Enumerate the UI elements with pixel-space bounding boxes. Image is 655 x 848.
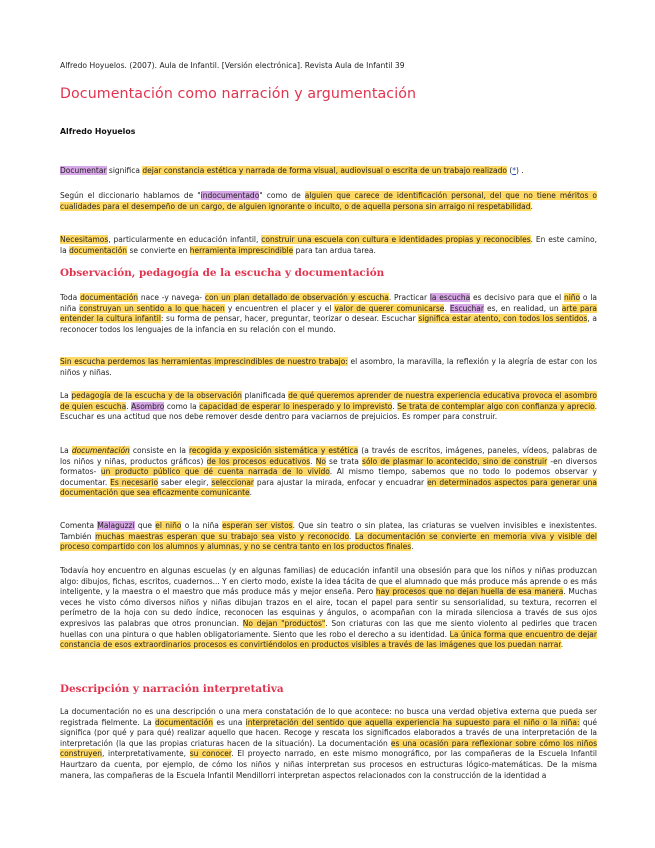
text-run: para tan ardua tarea. bbox=[293, 245, 376, 255]
text-run: . bbox=[348, 531, 355, 541]
text-run: . En este camino, la bbox=[60, 235, 597, 255]
highlight-yellow: esperan ser vistos bbox=[222, 521, 293, 530]
highlight-yellow: hay procesos que no dejan huella de esa manera bbox=[375, 587, 564, 597]
text-run: La bbox=[60, 391, 72, 400]
highlight-yellow: Sin escucha perdemos las herramientas imprescindibles de nuestro trabajo: bbox=[60, 357, 348, 366]
paragraph-5 bbox=[60, 357, 597, 378]
text-run: ( bbox=[506, 166, 513, 175]
text-run: . El proyecto narrado, en este mismo monográfico, por las compañeras de la Escuela Infantil Haurtzaro da cuenta, por ejemplo, de cómo los niños y niñas interpretan sus procesos en estructuras lógico-matemáticas. De la misma manera, las compañeras de la Escuela Infantil Mendillorri interpretan aspectos relacionados con la construcción de la identidad a bbox=[60, 749, 597, 780]
text-run: es, en realidad, un bbox=[483, 303, 562, 313]
text-run: o la niña bbox=[181, 521, 223, 530]
highlight-yellow: arte para entender la cultura infantil bbox=[60, 303, 598, 324]
article-title: Documentación como narración y argumentación bbox=[60, 86, 417, 102]
text-run: La documentación no es una descripción o una mera constatación de lo que acontece: no busca una verdad objetiva externa que pueda ser registrada fielmente. La bbox=[60, 707, 597, 727]
text-run: saber elegir, bbox=[158, 477, 212, 487]
text-run: Toda bbox=[60, 293, 81, 302]
text-run: Todavía hoy encuentro en algunas escuelas (y en algunas familias) de educación infantil una obsesión para que los niños y niñas produzcan algo: dibujos, fichas, escritos, cuadernos... Y en cierto modo, existe la idea tácita de que el alumnado que más produce más aprende o es más inteligente, y la maestra o el maestro que más produce más y mejor enseña. Pero bbox=[60, 566, 597, 597]
text-run: , particularmente en educación infantil, bbox=[108, 235, 262, 244]
text-run: significa bbox=[106, 166, 143, 175]
highlight-purple: Escuchar bbox=[449, 303, 484, 313]
text-run: nace -y navega- bbox=[138, 293, 205, 302]
paragraph-9 bbox=[60, 566, 597, 651]
highlight-yellow: documentación bbox=[69, 245, 128, 255]
text-run: La bbox=[60, 446, 72, 455]
highlight-yellow: construyan un sentido a lo que hacen bbox=[79, 303, 225, 313]
highlight-purple: Documentar bbox=[60, 166, 107, 175]
highlight-yellow: La única forma que encuentro de dejar constancia de esos extraordinarios procesos es convirtiéndolos en productos visibles a través de las imágenes que los puedan narrar bbox=[60, 629, 597, 650]
text-run: (a través de escritos, imágenes, paneles, vídeos, palabras de los niños y niñas, productos gráficos) bbox=[60, 446, 597, 466]
highlight-yellow: construir una escuela con cultura e identidades propias y reconocibles bbox=[261, 235, 531, 244]
paragraph-4 bbox=[60, 293, 597, 335]
text-run: o la niña bbox=[60, 293, 598, 313]
text-run: . bbox=[249, 488, 253, 498]
text-run: . Muchas veces he visto cómo diversos niños y niñas dibujan trazos en el aire, tocan el papel para sentir su sensorialidad, su textura, recorren el perímetro de la hoja con su dedo índice, reconocen las esquinas y ángulos, o acompañan con la mirada silenciosa a través de sus ojos expresivos las palabras que otros pronuncian. bbox=[60, 587, 598, 628]
text-run: es una bbox=[213, 717, 246, 727]
highlight-yellow: con un plan detallado de observación y escucha bbox=[204, 293, 389, 302]
highlight-yellow: es una ocasión para reflexionar sobre cómo los niños construyen bbox=[60, 738, 597, 759]
article-author: Alfredo Hoyuelos bbox=[60, 127, 136, 136]
highlight-yellow: el niño bbox=[155, 521, 182, 530]
paragraph-8 bbox=[60, 521, 597, 553]
text-run: , interpretativamente, bbox=[101, 749, 190, 759]
text-run: se convierte en bbox=[127, 245, 190, 255]
text-run: . Practicar bbox=[388, 293, 430, 302]
paragraph-3 bbox=[60, 235, 597, 256]
text-run: Comenta bbox=[60, 521, 98, 530]
highlight-yellow: niño bbox=[563, 293, 581, 302]
highlight-yellow: dejar constancia estética y narrada de forma visual, audiovisual o escrita de un trabajo realizado bbox=[142, 166, 507, 175]
text-run: . bbox=[530, 201, 533, 211]
citation-header: Alfredo Hoyuelos. (2007). Aula de Infantil. [Versión electrónica]. Revista Aula de Infantil 39 bbox=[60, 61, 405, 70]
highlight-purple: indocumentado bbox=[200, 191, 260, 200]
highlight-yellow: de qué queremos aprender de nuestra experiencia educativa provoca el asombro de quien escucha bbox=[60, 391, 597, 411]
highlight-yellow: La documentación se convierte en memoria viva y visible del proceso compartido con los alumnos y alumnas, y no se centra tanto en los productos finales bbox=[60, 531, 597, 552]
text-run: para ajustar la mirada, enfocar y encuadrar bbox=[254, 477, 428, 487]
highlight-yellow: herramienta imprescindible bbox=[189, 245, 294, 255]
text-run: se trata bbox=[325, 456, 363, 466]
text-run: . Son criaturas con las que me siento violento al pedirles que tracen huellas con una pintura o que hablen obligatoriamente. Siento que les robo el derecho a su identidad. bbox=[60, 618, 597, 639]
text-run: , a reconocer todos los lenguajes de la infancia en su relación con el mundo. bbox=[60, 314, 597, 334]
text-run: . bbox=[444, 303, 450, 313]
highlight-yellow: un producto público que dé cuenta narrada de lo vivido bbox=[100, 467, 330, 477]
highlight-purple: Asombro bbox=[131, 401, 165, 411]
highlight-purple: Malaguzzi bbox=[97, 521, 135, 530]
text-run: qué significa (por qué y para qué) realizar aquello que hacen. Recoge y rescata los significados elaborados a través de una interpretación de la interpretación (la que las propias criaturas hacen de la situación). La documentación bbox=[60, 717, 597, 748]
text-run: ) . bbox=[516, 166, 524, 175]
highlight-purple: la escucha bbox=[429, 293, 471, 302]
text-run: que bbox=[134, 521, 156, 530]
text-run: . Al mismo tiempo, sabemos que no todo lo podemos observar y documentar. bbox=[60, 467, 597, 487]
text-run: planificada bbox=[241, 391, 289, 400]
highlight-yellow: alguien que carece de identificación personal, del que no tiene méritos o cualidades para el desempeño de un cargo, de alguien ignorante o inculto, o de aquella persona sin arraigo ni respetabilidad bbox=[60, 191, 597, 211]
footnote-link[interactable]: * bbox=[512, 166, 516, 175]
text-run: . bbox=[560, 640, 564, 650]
text-run: " como de bbox=[259, 191, 305, 200]
text-run: y encuentren el placer y el bbox=[224, 303, 335, 313]
highlight-yellow: valor de querer comunicarse bbox=[334, 303, 445, 313]
highlight-yellow: documentación bbox=[71, 446, 130, 455]
paragraph-6 bbox=[60, 391, 597, 423]
text-run: : su forma de pensar, hacer, preguntar, teorizar o desear. Escuchar bbox=[160, 314, 419, 324]
section-heading-descripcion: Descripción y narración interpretativa bbox=[60, 683, 284, 695]
highlight-yellow: seleccionar bbox=[211, 477, 255, 487]
highlight-yellow: documentación bbox=[155, 717, 214, 727]
highlight-yellow: en determinados aspectos para generar una documentación que sea eficazmente comunicante bbox=[60, 477, 597, 498]
section-heading-observacion: Observación, pedagogía de la escucha y documentación bbox=[60, 267, 385, 279]
paragraph-2 bbox=[60, 191, 597, 212]
highlight-yellow: de los procesos educativos bbox=[206, 456, 311, 466]
paragraph-10 bbox=[60, 707, 597, 781]
text-run: . bbox=[126, 401, 132, 411]
highlight-yellow: No bbox=[315, 456, 326, 466]
text-run: . Que sin teatro o sin platea, las criaturas se vuelven invisibles e inexistentes. También bbox=[60, 521, 597, 541]
highlight-yellow: significa estar atento, con todos los sentidos bbox=[418, 314, 588, 324]
highlight-yellow: interpretación del sentido que aquella experiencia ha supuesto para el niño o la niña: bbox=[245, 717, 580, 727]
text-run: consiste en la bbox=[129, 446, 189, 455]
highlight-yellow: sólo de plasmar lo acontecido, sino de construir bbox=[362, 456, 548, 466]
text-run: . bbox=[310, 456, 316, 466]
text-run: Según el diccionario hablamos de " bbox=[60, 191, 201, 200]
text-run: es decisivo para que el bbox=[470, 293, 564, 302]
paragraph-1 bbox=[60, 166, 597, 177]
text-run: . Escuchar es una actitud que nos debe remover desde dentro para vaciarnos de prejuicios. Es romper para construir. bbox=[60, 401, 597, 422]
text-run: el asombro, la maravilla, la reflexión y la alegría de estar con los niños y niñas. bbox=[60, 357, 598, 377]
highlight-yellow: capacidad de esperar lo inesperado y lo imprevisto bbox=[199, 401, 393, 411]
highlight-yellow: Necesitamos bbox=[60, 235, 109, 244]
text-run: . bbox=[411, 542, 414, 552]
highlight-yellow: Se trata de contemplar algo con confianza y aprecio bbox=[397, 401, 595, 411]
highlight-yellow: documentación bbox=[80, 293, 139, 302]
highlight-yellow: pedagogía de la escucha y de la observación bbox=[71, 391, 242, 400]
text-run: como la bbox=[164, 401, 200, 411]
paragraph-7 bbox=[60, 446, 597, 499]
highlight-yellow: No dejan "productos" bbox=[242, 618, 326, 628]
highlight-yellow: muchas maestras esperan que su trabajo sea visto y reconocido bbox=[95, 531, 349, 541]
highlight-yellow: recogida y exposición sistemática y estética bbox=[188, 446, 359, 455]
text-run: . bbox=[392, 401, 398, 411]
highlight-yellow: Es necesario bbox=[110, 477, 159, 487]
text-run: -en diversos formatos- bbox=[60, 456, 597, 477]
highlight-yellow: su conocer bbox=[189, 749, 232, 759]
